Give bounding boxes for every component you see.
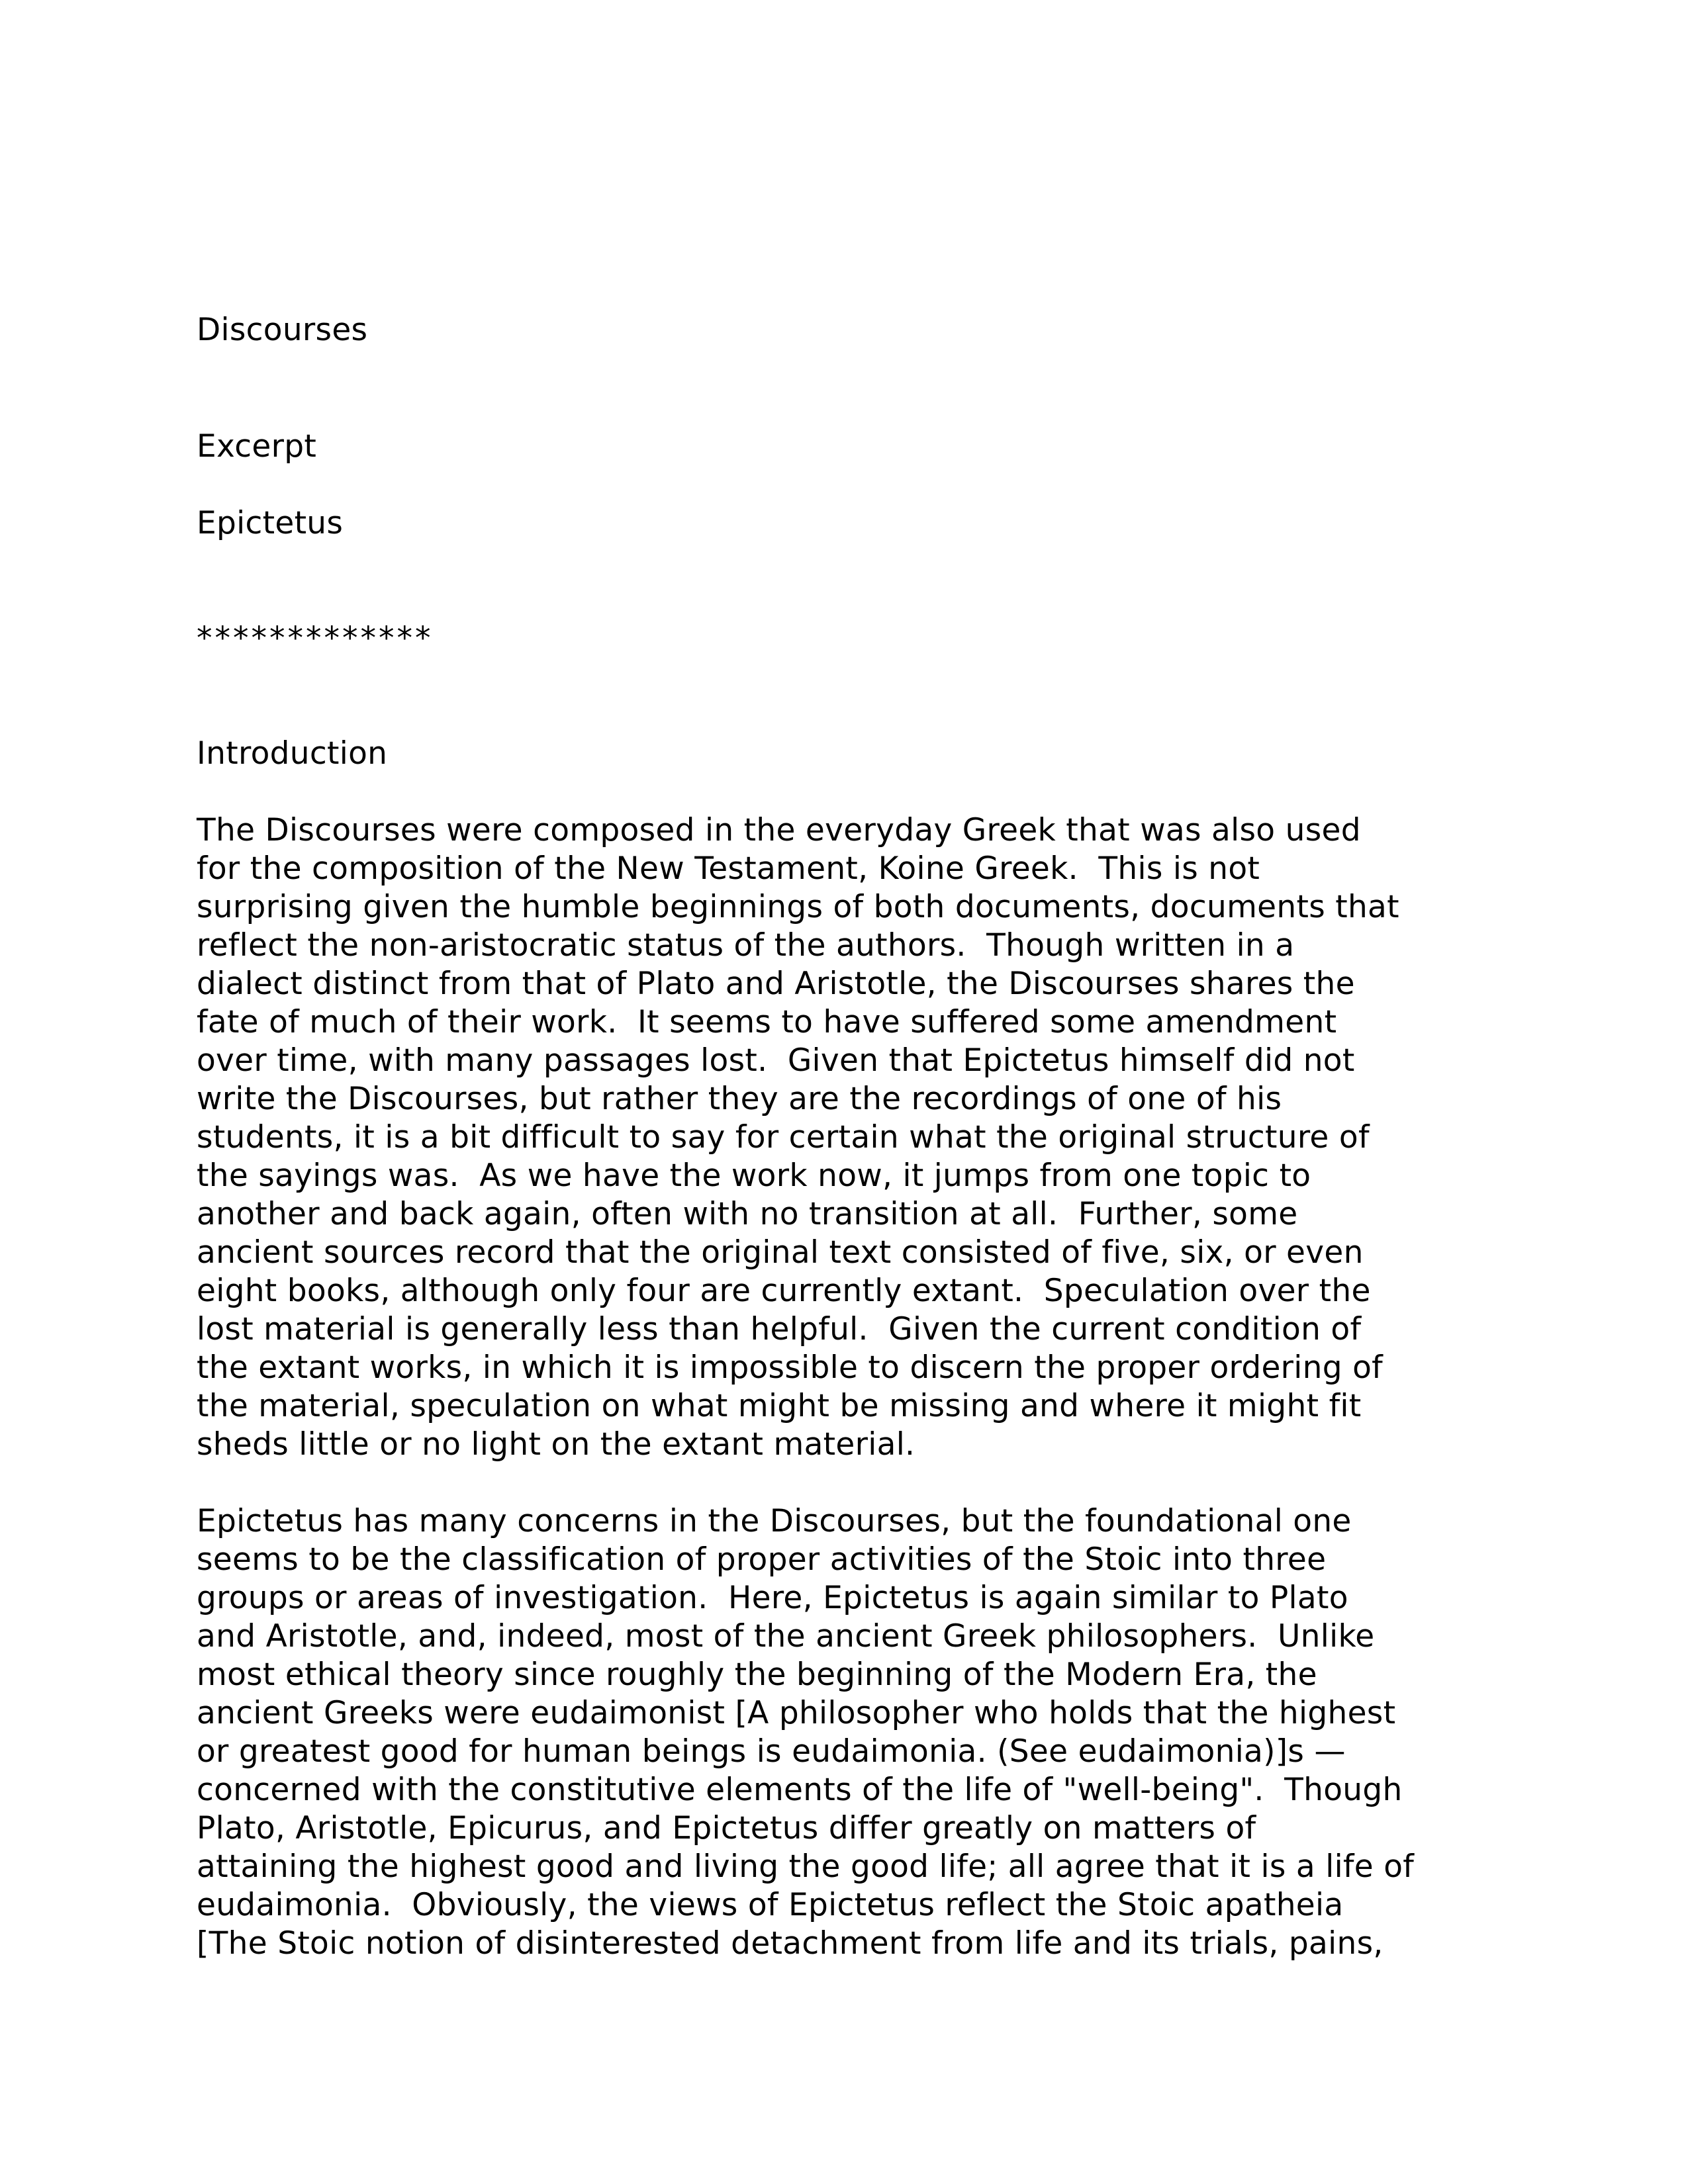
text-line: the sayings was. As we have the work now, it jumps from one topic to xyxy=(197,1158,1311,1194)
text-line: over time, with many passages lost. Given that Epictetus himself did not xyxy=(197,1042,1355,1079)
section-separator: ************* xyxy=(197,620,434,657)
text-line: seems to be the classification of proper activities of the Stoic into three xyxy=(197,1541,1327,1578)
section-heading: Introduction xyxy=(197,735,388,772)
text-line: [The Stoic notion of disinterested detachment from life and its trials, pains, xyxy=(197,1925,1383,1962)
text-line: and Aristotle, and, indeed, most of the ancient Greek philosophers. Unlike xyxy=(197,1618,1375,1655)
text-line: eudaimonia. Obviously, the views of Epictetus reflect the Stoic apatheia xyxy=(197,1887,1344,1923)
text-line: surprising given the humble beginnings of both documents, documents that xyxy=(197,889,1399,925)
text-line: for the composition of the New Testament, Koine Greek. This is not xyxy=(197,850,1260,887)
text-line: ancient sources record that the original text consisted of five, six, or even xyxy=(197,1234,1364,1271)
text-line: Plato, Aristotle, Epicurus, and Epictetus differ greatly on matters of xyxy=(197,1810,1256,1846)
text-line: The Discourses were composed in the everyday Greek that was also used xyxy=(197,812,1361,848)
document-title: Discourses xyxy=(197,312,368,348)
text-line: or greatest good for human beings is eudaimonia. (See eudaimonia)]s — xyxy=(197,1733,1346,1770)
text-line: another and back again, often with no transition at all. Further, some xyxy=(197,1196,1298,1232)
text-line: concerned with the constitutive elements of the life of "well-being". Though xyxy=(197,1772,1403,1808)
text-line: lost material is generally less than helpful. Given the current condition of xyxy=(197,1311,1362,1347)
text-line: ancient Greeks were eudaimonist [A philosopher who holds that the highest xyxy=(197,1695,1396,1731)
document-author: Epictetus xyxy=(197,505,344,541)
text-line: fate of much of their work. It seems to have suffered some amendment xyxy=(197,1004,1337,1040)
paragraph-2 xyxy=(197,1502,1521,1963)
text-line: the material, speculation on what might be missing and where it might fit xyxy=(197,1388,1362,1424)
document-subtitle: Excerpt xyxy=(197,428,317,465)
text-line: reflect the non-aristocratic status of the authors. Though written in a xyxy=(197,927,1295,964)
text-line: Epictetus has many concerns in the Discourses, but the foundational one xyxy=(197,1503,1352,1539)
text-line: write the Discourses, but rather they are the recordings of one of his xyxy=(197,1081,1282,1117)
text-line: dialect distinct from that of Plato and Aristotle, the Discourses shares the xyxy=(197,966,1355,1002)
text-line: the extant works, in which it is impossible to discern the proper ordering of xyxy=(197,1349,1383,1386)
text-line: attaining the highest good and living the good life; all agree that it is a life of xyxy=(197,1848,1415,1885)
text-line: most ethical theory since roughly the beginning of the Modern Era, the xyxy=(197,1657,1317,1693)
paragraph-1 xyxy=(197,811,1521,1464)
text-line: eight books, although only four are currently extant. Speculation over the xyxy=(197,1273,1371,1309)
text-line: groups or areas of investigation. Here, Epictetus is again similar to Plato xyxy=(197,1580,1348,1616)
text-line: students, it is a bit difficult to say for certain what the original structure of xyxy=(197,1119,1370,1156)
text-line: sheds little or no light on the extant material. xyxy=(197,1426,915,1463)
